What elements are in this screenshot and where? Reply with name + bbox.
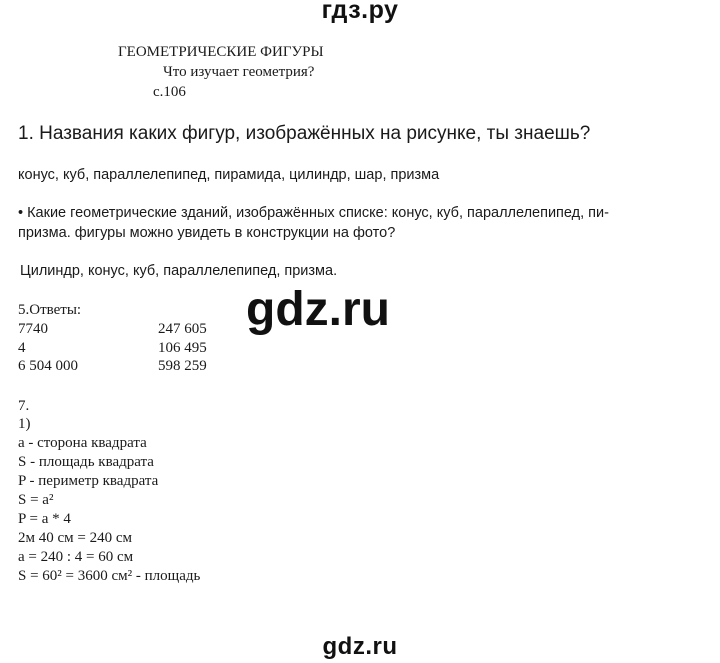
task7-line: S = 60² = 3600 см² - площадь xyxy=(18,568,201,584)
task5-row-3-col-2: 598 259 xyxy=(158,358,207,374)
task7-part: 1) xyxy=(18,416,31,432)
task1-subquestion-line1: • Какие геометрические зданий, изображённых списке: конус, куб, параллелепипед, пи- xyxy=(18,205,609,221)
task7-line: a - сторона квадрата xyxy=(18,435,147,451)
site-logo-top: гдз.ру xyxy=(321,0,399,24)
task5-row-1-col-1: 7740 xyxy=(18,321,48,337)
task7-line: P = a * 4 xyxy=(18,511,71,527)
task5-heading: 5.Ответы: xyxy=(18,302,82,318)
task1-answer: конус, куб, параллелепипед, пирамида, цилиндр, шар, призма xyxy=(18,167,440,183)
task1-subanswer: Цилиндр, конус, куб, параллелепипед, призма. xyxy=(20,263,338,279)
site-logo-bottom: gdz.ru xyxy=(322,633,398,660)
task5-row-2-col-1: 4 xyxy=(18,340,26,356)
task7-heading: 7. xyxy=(18,398,30,414)
task5-row-2-col-2: 106 495 xyxy=(158,340,207,356)
task1-subquestion-line2: призма. фигуры можно увидеть в конструкции на фото? xyxy=(18,225,396,241)
task7-line: S - площадь квадрата xyxy=(18,454,154,470)
task7-line: 2м 40 см = 240 см xyxy=(18,530,133,546)
task1-question: 1. Названия каких фигур, изображённых на рисунке, ты знаешь? xyxy=(18,123,591,144)
page-reference: с.106 xyxy=(153,84,186,100)
task5-row-3-col-1: 6 504 000 xyxy=(18,358,78,374)
task7-line: a = 240 : 4 = 60 см xyxy=(18,549,134,565)
section-title: ГЕОМЕТРИЧЕСКИЕ ФИГУРЫ xyxy=(118,44,324,60)
task7-line: S = a² xyxy=(18,492,54,508)
task5-row-1-col-2: 247 605 xyxy=(158,321,207,337)
section-subtitle: Что изучает геометрия? xyxy=(163,64,315,80)
task7-line: P - периметр квадрата xyxy=(18,473,159,489)
watermark-logo: gdz.ru xyxy=(246,283,390,336)
